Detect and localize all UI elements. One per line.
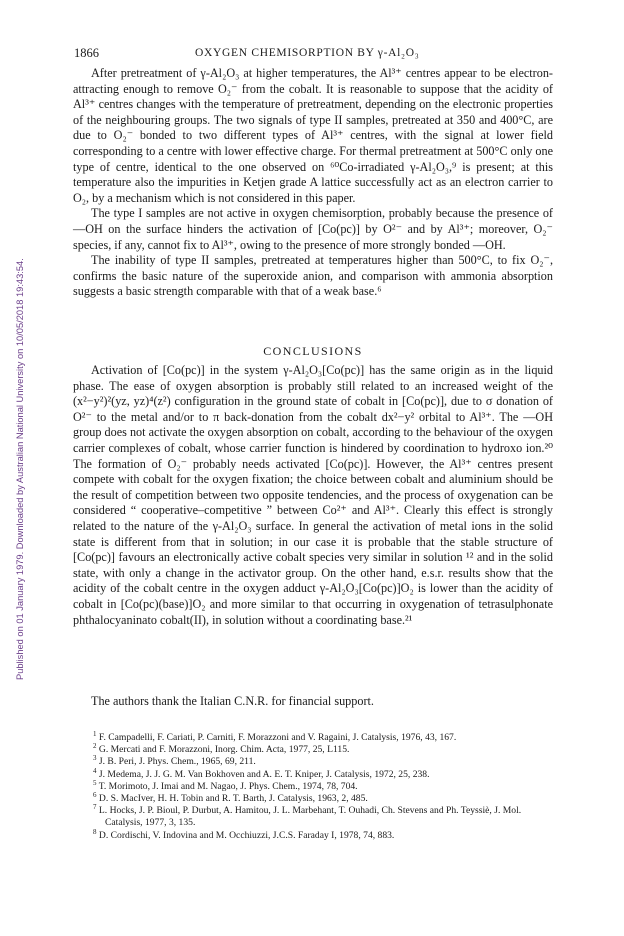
paragraph: The inability of type II samples, pretreated at temperatures higher than 500°C, to fix O₂⁻, confirms the basic nature of the superoxide anion, and comparison with ammonia absorption suggests a basic strength comparable with that of a weak base.⁶ xyxy=(73,253,553,299)
paragraph: After pretreatment of γ-Al₂O₃ at higher temperatures, the Al³⁺ centres appear to be electron-attracting enough to remove O₂⁻ from the cobalt. It is reasonable to suppose that the acidity of Al³⁺ centres changes with the temperature of pretreatment, depending on the electronic properties of the neighbouring groups. The two signals of type II samples, pretreated at 350 and 400°C, are due to O₂⁻ bonded to two different types of Al³⁺ centres, with the signal at lower field corresponding to a centre with lower effective charge. For thermal pretreatment at 500°C only one type of centre, identical to the one observed on ⁶⁰Co-irradiated γ-Al₂O₃,⁹ is present; at this temperature also the impurities in Ketjen grade A lattice successfully act as an electron carrier to O₂, by a mechanism which is not considered in this paper. xyxy=(73,66,553,205)
reference-item: $^2$ G. Mercati and F. Morazzoni, Inorg. Chim. Acta, 1977, 25, L115. xyxy=(93,742,350,756)
paragraph: Activation of [Co(pc)] in the system γ-Al₂O₃[Co(pc)] has the same origin as in the liquid phase. The ease of oxygen absorption is probably still related to an increased weight of the (x²−y²)²(yz, yz)⁴(z²) configuration in the ground state of cobalt in [Co(pc)], due to σ donation of O²⁻ to the metal and/or to π back-donation from the cobalt dx²−y² orbital to Al³⁺. The —OH group does not activate the oxygen absorption on cobalt, according to the behaviour of the oxygen carrier complexes of cobalt, whose carrier function is hindered by coordination to hydroxo ion.²⁰ The formation of O₂⁻ probably needs activated [Co(pc)]. However, the Al³⁺ centres present compete with cobalt for the oxygen fixation; the choice between cobalt and aluminium should be the result of competition between two opposite tendencies, and the process of oxygenation can be considered “ cooperative–competitive ” between Co²⁺ and Al³⁺. Clearly this effect is strongly related to the nature of the γ-Al₂O₃ surface. In general the activation of metal ions in the solid state is different from that in solution; in our case it is probable that the stable structure of [Co(pc)] favours an electronically active cobalt species very similar in solution ¹² and in the solid state, with only a change in the activator group. On the other hand, e.s.r. results show that the acidity of the cobalt centre in the oxygen adduct γ-Al₂O₃[Co(pc)]O₂ is lower than the acidity of cobalt in [Co(pc)(base)]O₂ and more similar to that occurring in oxygenation of tetrasulphonate phthalocyaninato cobalt(II), in solution without a coordinating base.²¹ xyxy=(73,363,553,627)
acknowledgement: The authors thank the Italian C.N.R. for financial support. xyxy=(91,694,374,708)
reference-item: $^4$ J. Medema, J. J. G. M. Van Bokhoven and A. E. T. Kniper, J. Catalysis, 1972, 25, 238. xyxy=(93,766,430,780)
page-number: 1866 xyxy=(74,46,99,60)
reference-item: $^6$ D. S. MacIver, H. H. Tobin and R. T. Barth, J. Catalysis, 1963, 2, 485. xyxy=(93,790,368,805)
reference-item: $^7$ L. Hocks, J. P. Bioul, P. Durbut, A. Hamitou, J. L. Marbehant, T. Ouhadi, Ch. Stevens and Ph. Teyssiè, J. Mol. Catalysis, 1977, 3, 135. xyxy=(93,803,522,829)
body-text xyxy=(73,66,553,300)
reference-item: $^5$ T. Morimoto, J. Imai and M. Nagao, J. Phys. Chem., 1974, 78, 704. xyxy=(93,778,358,792)
download-watermark xyxy=(3,120,25,680)
section-heading-conclusions: CONCLUSIONS xyxy=(263,344,363,358)
reference-item: $^8$ D. Cordischi, V. Indovina and M. Occhiuzzi, J.C.S. Faraday I, 1978, 74, 883. xyxy=(93,827,395,841)
reference-list xyxy=(73,729,553,842)
reference-item: $^3$ J. B. Peri, J. Phys. Chem., 1965, 69, 211. xyxy=(93,754,256,768)
paragraph: The type I samples are not active in oxygen chemisorption, probably because the presence of —OH on the surface hinders the activation of [Co(pc)] by O²⁻ and by Al³⁺; moreover, O₂⁻ species, if any, cannot fix to Al³⁺, owing to the presence of more strongly bonded —OH. xyxy=(73,206,553,252)
reference-item: $^1$ F. Campadelli, F. Cariati, P. Carniti, F. Morazzoni and V. Ragaini, J. Catalysis, 1976, 43, 167. xyxy=(93,729,457,743)
running-title: OXYGEN CHEMISORPTION BY γ-Al₂O₃ xyxy=(195,47,420,59)
conclusions-text xyxy=(73,363,553,628)
download-watermark-text: Published on 01 January 1979. Downloaded by Australian National University on 10/05/2018 19:43:54. xyxy=(15,258,25,680)
